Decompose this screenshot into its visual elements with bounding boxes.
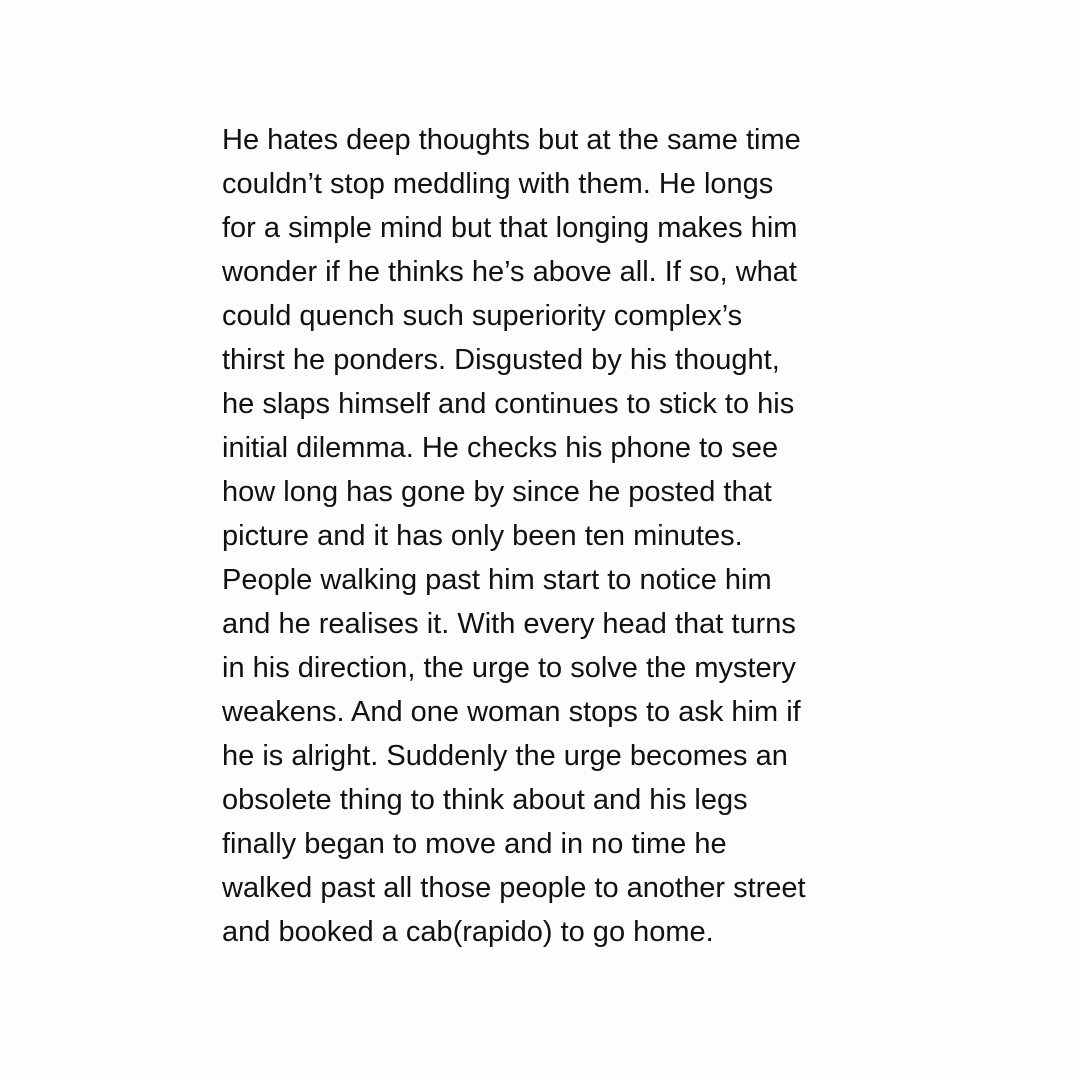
body-paragraph	[222, 118, 882, 954]
text-line: He hates deep thoughts but at the same time	[222, 124, 801, 156]
text-line: he slaps himself and continues to stick to his	[222, 388, 795, 420]
text-line: he is alright. Suddenly the urge becomes an	[222, 740, 788, 772]
text-line: obsolete thing to think about and his legs	[222, 784, 748, 816]
text-line: initial dilemma. He checks his phone to see	[222, 432, 779, 464]
text-line: in his direction, the urge to solve the mystery	[222, 652, 796, 684]
text-line: and he realises it. With every head that turns	[222, 608, 796, 640]
text-line: finally began to move and in no time he	[222, 828, 727, 860]
text-line: wonder if he thinks he’s above all. If so, what	[222, 256, 797, 288]
text-line: thirst he ponders. Disgusted by his thought,	[222, 344, 780, 376]
text-line: how long has gone by since he posted that	[222, 476, 772, 508]
text-line: walked past all those people to another street	[222, 872, 806, 904]
text-line: couldn’t stop meddling with them. He longs	[222, 168, 774, 200]
text-line: could quench such superiority complex’s	[222, 300, 743, 332]
text-line: picture and it has only been ten minutes.	[222, 520, 743, 552]
text-line: and booked a cab(rapido) to go home.	[222, 916, 714, 948]
text-line: weakens. And one woman stops to ask him if	[222, 696, 801, 728]
text-line: for a simple mind but that longing makes him	[222, 212, 798, 244]
text-line: People walking past him start to notice him	[222, 564, 772, 596]
